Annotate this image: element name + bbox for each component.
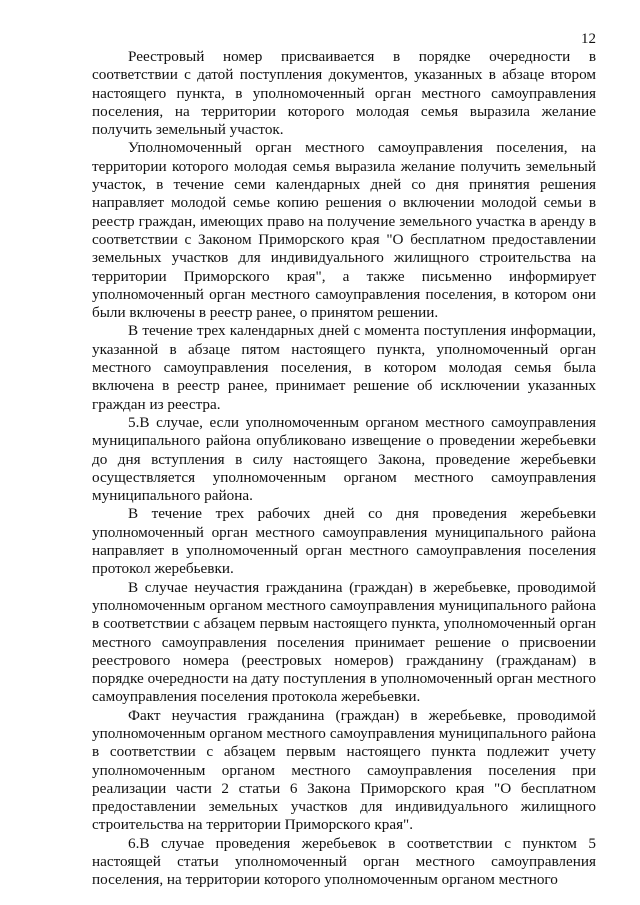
paragraph-non-participation: В случае неучастия гражданина (граждан) в жеребьевке, проводимой уполномоченным органом местного самоуправления муниципального района в соответствии с абзацем первым настоящего пункта, уполномоченный орган местного самоуправления поселения принимает решение о присвоении реестрового номера (реестровых номеров) гражданину (гражданам) в порядке очередности на дату поступления в уполномоченный орган местного самоуправления поселения протокола жеребьевки. — [92, 578, 596, 706]
page-number: 12 — [581, 31, 596, 47]
paragraph-exclusion: В течение трех календарных дней с момента поступления информации, указанной в абзаце пятом настоящего пункта, уполномоченный орган местного самоуправления поселения, в котором молодая семья была включена в реестр ранее, принимает решение об исключении указанных граждан из реестра. — [92, 322, 596, 413]
document-body — [92, 48, 596, 890]
paragraph-item-5: 5.В случае, если уполномоченным органом местного самоуправления муниципального района опубликовано извещение о проведении жеребьевки до дня вступления в силу настоящего Закона, проведение жеребьевки осуществляется уполномоченным органом местного самоуправления муниципального района. — [92, 413, 596, 505]
paragraph-registry-number: Реестровый номер присваивается в порядке очередности в соответствии с датой поступления документов, указанных в абзаце втором настоящего пункта, в уполномоченный орган местного самоуправления поселения, на территории которого молодая семья выразила желание получить земельный участок. — [92, 48, 596, 139]
paragraph-accounting: Факт неучастия гражданина (граждан) в жеребьевке, проводимой уполномоченным органом местного самоуправления муниципального района в соответствии с абзацем первым настоящего пункта подлежит учету уполномоченным органом местного самоуправления поселения при реализации части 2 статьи 6 Закона Приморского края "О бесплатном предоставлении земельных участков для индивидуального жилищного строительства на территории Приморского края". — [92, 706, 596, 834]
paragraph-notification: Уполномоченный орган местного самоуправления поселения, на территории которого молодая семья выразила желание получить земельный участок, в течение семи календарных дней со дня принятия решения направляет молодой семье копию решения о включении молодой семьи в реестр граждан, имеющих право на получение земельного участка в аренду в соответствии с Законом Приморского края "О бесплатном предоставлении земельных участков для индивидуального жилищного строительства на территории Приморского края", а также письменно информирует уполномоченный орган местного самоуправления поселения, в котором они были включены в реестр ранее, о принятом решении. — [92, 139, 596, 322]
paragraph-item-6: 6.В случае проведения жеребьевок в соответствии с пунктом 5 настоящей статьи уполномоченный орган местного самоуправления поселения, на территории которого уполномоченным органом местного — [92, 834, 596, 889]
paragraph-protocol: В течение трех рабочих дней со дня проведения жеребьевки уполномоченный орган местного самоуправления муниципального района направляет в уполномоченный орган местного самоуправления поселения протокол жеребьевки. — [92, 505, 596, 578]
